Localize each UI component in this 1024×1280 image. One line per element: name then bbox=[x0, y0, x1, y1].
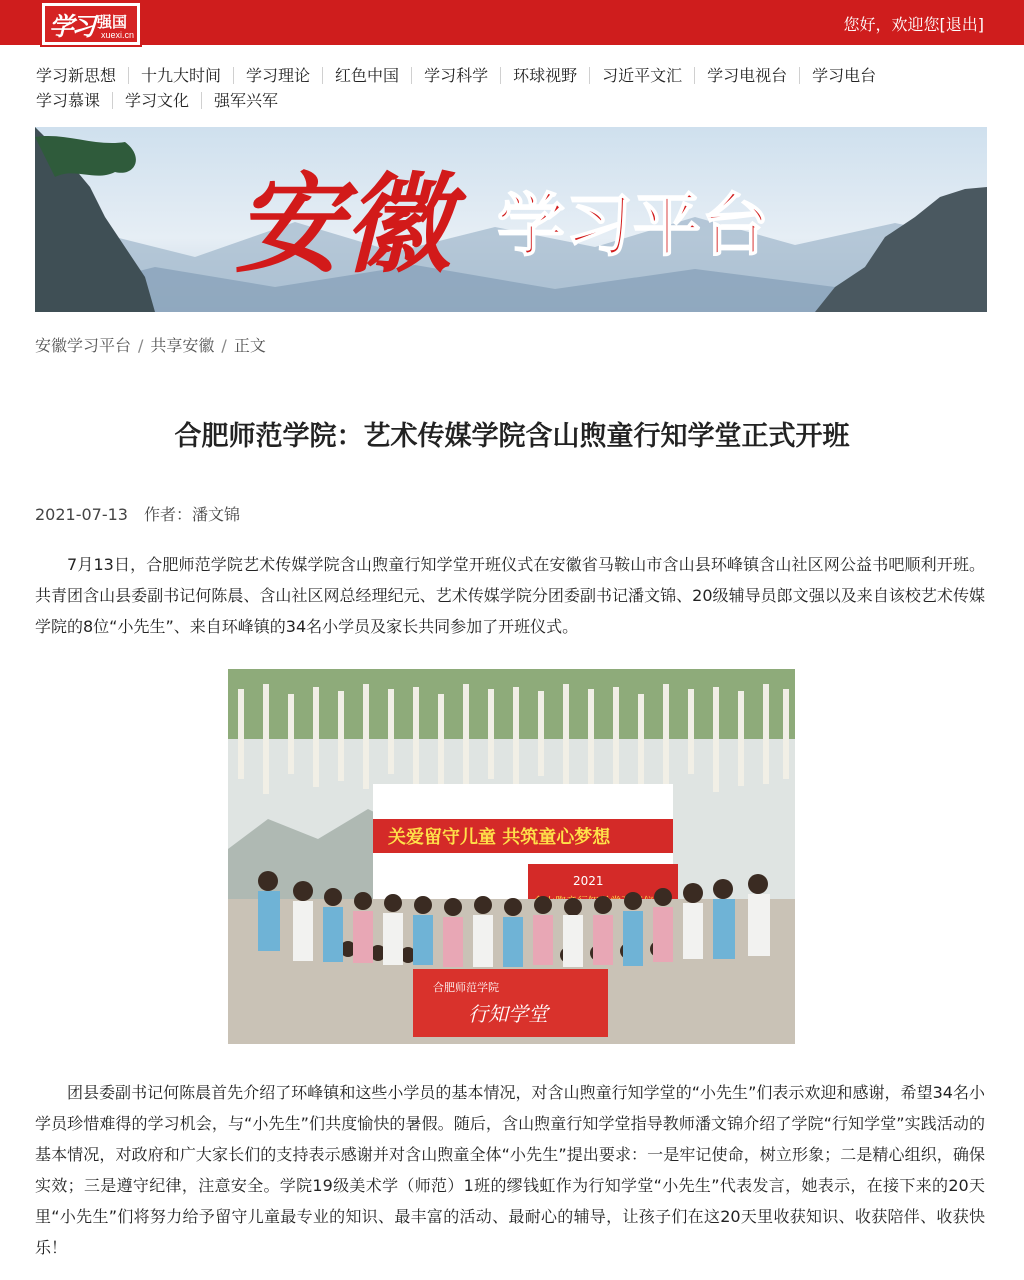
nav-item-kexue[interactable]: 学习科学 bbox=[412, 67, 501, 84]
flag-school-name: 合肥师范学院 bbox=[433, 981, 499, 994]
logo-background bbox=[45, 6, 137, 42]
logo-script: 学习 bbox=[49, 12, 94, 41]
logo-name: 强国 bbox=[97, 13, 128, 31]
flag-text: 行知学堂 bbox=[468, 1002, 548, 1026]
article-date: 2021-07-13 bbox=[35, 505, 128, 524]
banner-calligraphy: 安徽 bbox=[235, 162, 452, 288]
breadcrumb-section[interactable]: 共享安徽 bbox=[150, 336, 215, 355]
nav-item-wenhua[interactable]: 学习文化 bbox=[113, 92, 202, 109]
nav-item-huanqiu[interactable]: 环球视野 bbox=[501, 67, 590, 84]
logo-domain: xuexi.cn bbox=[101, 30, 135, 40]
event-sign-year: 2021 bbox=[573, 874, 604, 888]
banner-artwork bbox=[35, 127, 987, 312]
nav-item-diantai[interactable]: 学习电台 bbox=[812, 66, 877, 85]
nav-item-lilun[interactable]: 学习理论 bbox=[234, 67, 323, 84]
article-photo bbox=[228, 669, 795, 1044]
breadcrumb-separator: / bbox=[138, 336, 144, 355]
user-greeting bbox=[843, 12, 984, 35]
article-paragraph: 7月13日，合肥师范学院艺术传媒学院含山煦童行知学堂开班仪式在安徽省马鞍山市含山县环峰镇含山社区网公益书吧顺利开班。共青团含山县委副书记何陈晨、含山社区网总经理纪元、艺术传媒学院分团委副书记潘文锦、20级辅导员郎文强以及来自该校艺术传媒学院的8位“小先生”、来自环峰镇的34名小学员及家长共同参加了开班仪式。 bbox=[35, 555, 985, 636]
article-paragraph: 团县委副书记何陈晨首先介绍了环峰镇和这些小学员的基本情况，对含山煦童行知学堂的“小先生”们表示欢迎和感谢，希望34名小学员珍惜难得的学习机会，与“小先生”们共度愉快的暑假。随后，含山煦童行知学堂指导教师潘文锦介绍了学院“行知学堂”实践活动的基本情况，对政府和广大家长们的支持表示感谢并对含山煦童全体“小先生”提出要求：一是牢记使命，树立形象；二是精心组织，确保实效；三是遵守纪律，注意安全。学院19级美术学（师范）1班的缪钱虹作为行知学堂“小先生”代表发言，她表示，在接下来的20天里“小先生”们将努力给予留守儿童最专业的知识、最丰富的活动、最耐心的辅导，让孩子们在这20天里收获知识、收获陪伴、收获快乐！ bbox=[35, 1083, 985, 1257]
breadcrumb-current: 正文 bbox=[233, 336, 266, 355]
breadcrumb bbox=[35, 333, 266, 356]
breadcrumb-home[interactable]: 安徽学习平台 bbox=[35, 336, 132, 355]
breadcrumb-separator: / bbox=[221, 336, 227, 355]
nav-item-hongse[interactable]: 红色中国 bbox=[323, 67, 412, 84]
group-photo-illustration bbox=[228, 669, 795, 1044]
nav-item-dianshitai[interactable]: 学习电视台 bbox=[695, 67, 800, 84]
top-bar bbox=[0, 0, 1024, 45]
logout-link[interactable]: [退出] bbox=[939, 15, 984, 34]
xuexi-logo[interactable] bbox=[40, 1, 142, 47]
article-title: 合肥师范学院：艺术传媒学院含山煦童行知学堂正式开班 bbox=[174, 421, 850, 452]
nav-item-shijiuda[interactable]: 十九大时间 bbox=[129, 67, 234, 84]
nav-item-qiangjun[interactable]: 强军兴军 bbox=[214, 91, 279, 110]
article-author: 作者：潘文锦 bbox=[143, 505, 240, 524]
nav-row bbox=[24, 88, 984, 113]
nav-row bbox=[24, 63, 984, 88]
nav-item-wenhui[interactable]: 习近平文汇 bbox=[590, 67, 695, 84]
anhui-platform-banner bbox=[35, 127, 987, 312]
article-meta bbox=[35, 502, 240, 525]
banner-title: 学习平台 bbox=[497, 187, 770, 266]
event-banner-text: 关爱留守儿童 共筑童心梦想 bbox=[388, 827, 611, 848]
nav-item-xinsixiang[interactable]: 学习新思想 bbox=[24, 67, 129, 84]
greeting-text: 您好，欢迎您 bbox=[843, 15, 940, 34]
nav-item-muke[interactable]: 学习慕课 bbox=[24, 92, 113, 109]
main-nav bbox=[24, 63, 984, 113]
